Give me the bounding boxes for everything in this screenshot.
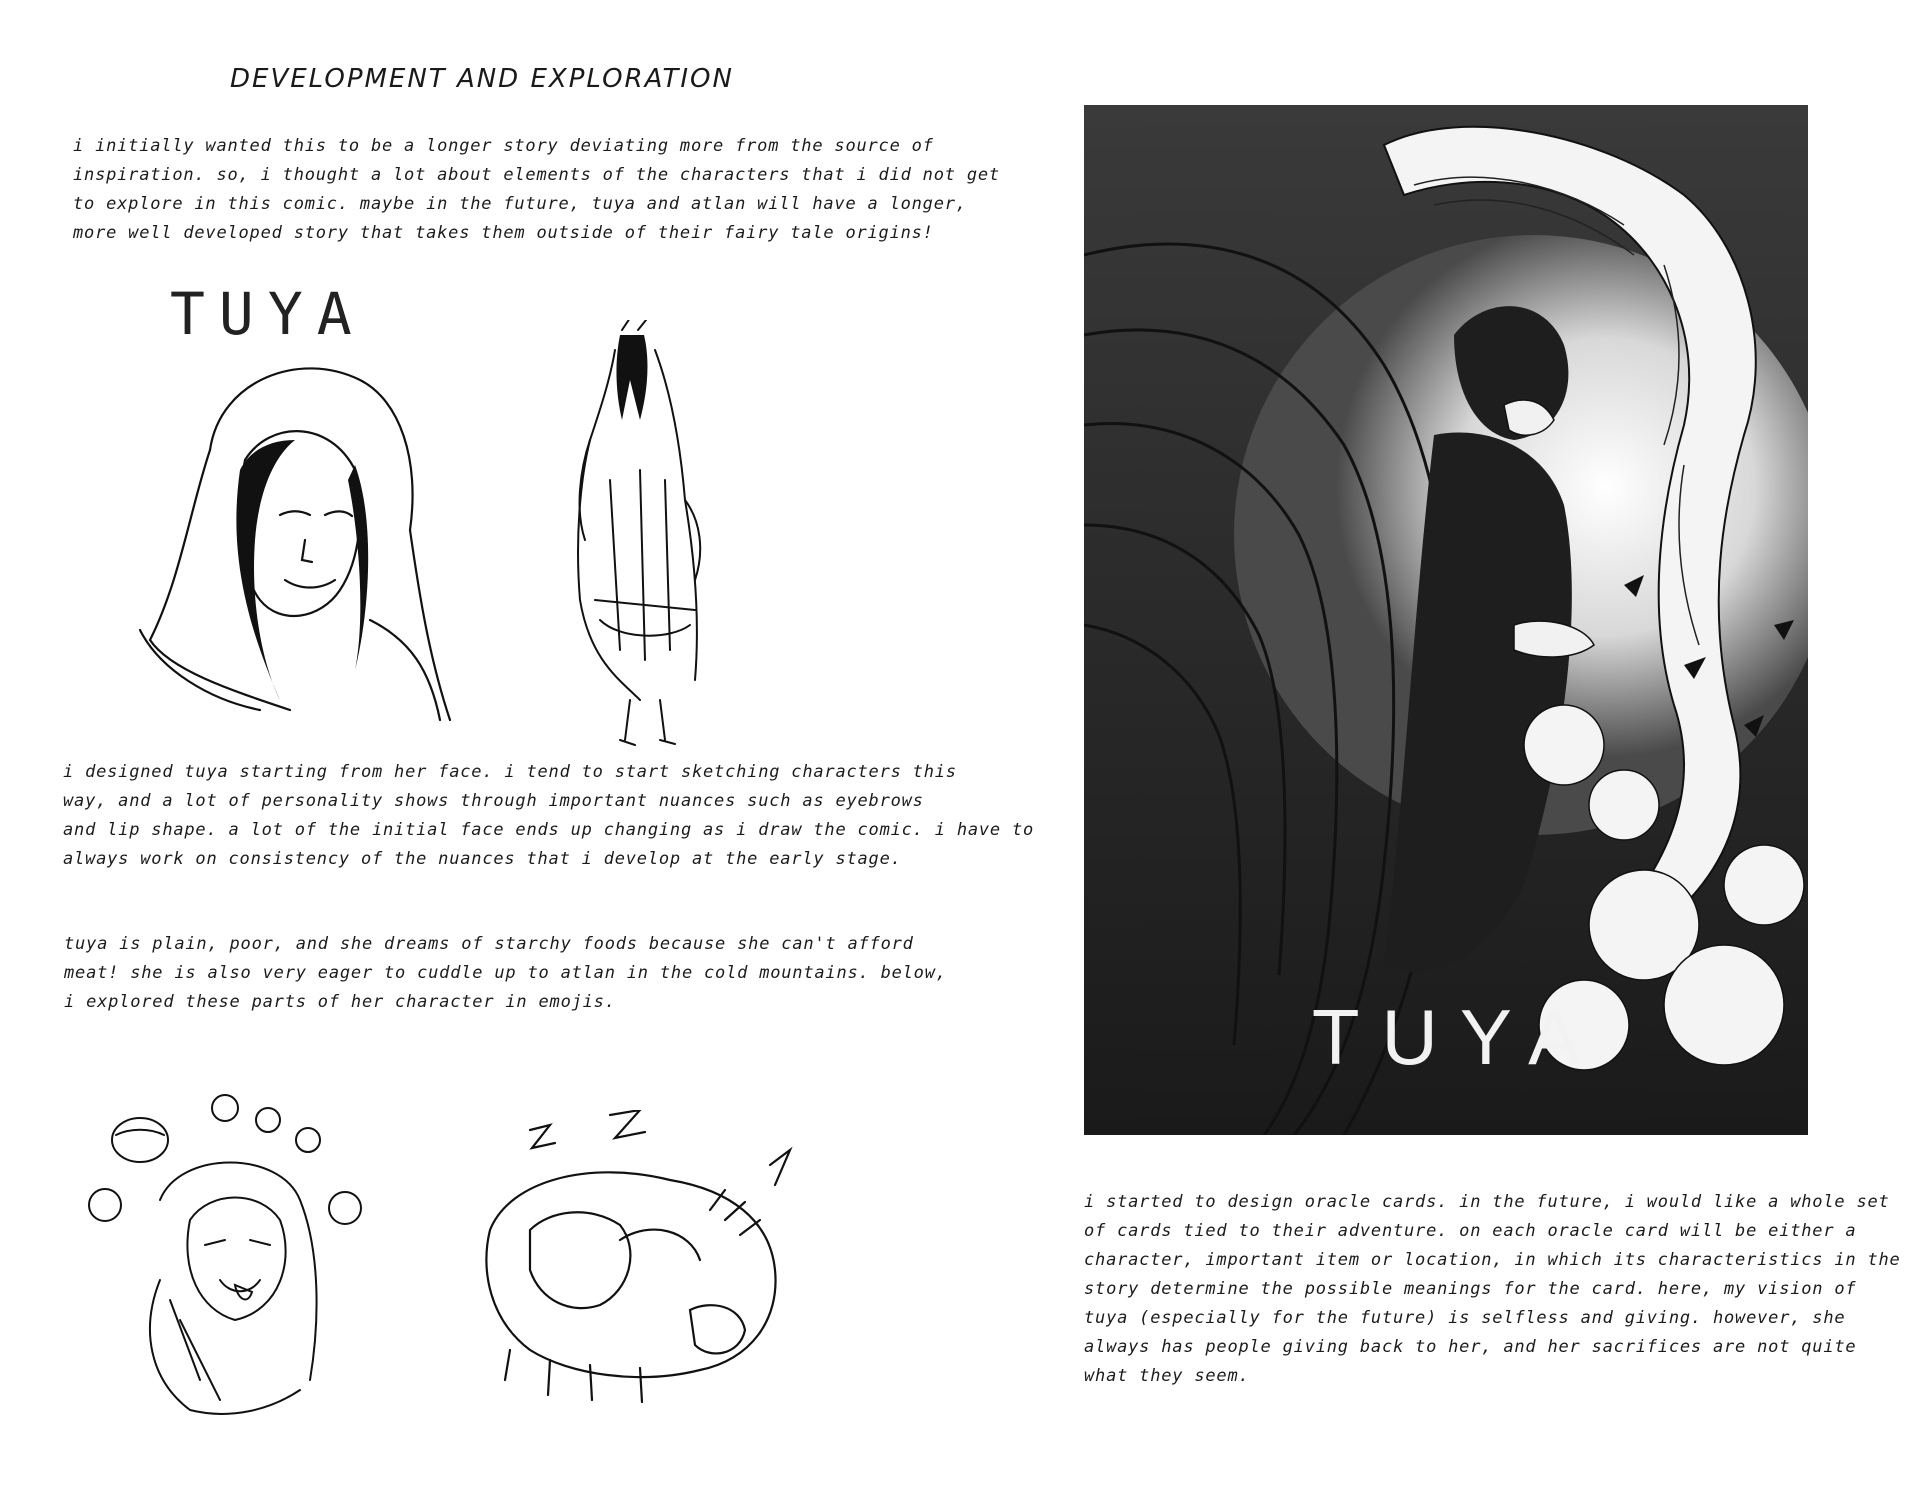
foods-line: tuya is plain, poor, and she dreams of starchy foods because she can't afford bbox=[64, 934, 914, 954]
tuya-food-emoji-sketch bbox=[80, 1080, 380, 1420]
oracle-card-illustration bbox=[1084, 105, 1808, 1135]
face-line: and lip shape. a lot of the initial face ends up changing as i draw the comic. i have to bbox=[63, 820, 1035, 840]
oracle-line: character, important item or location, in which its characteristics in the bbox=[1084, 1250, 1901, 1270]
foods-line: meat! she is also very eager to cuddle up to atlan in the cold mountains. below, bbox=[64, 963, 947, 983]
face-line: way, and a lot of personality shows through important nuances such as eyebrows bbox=[63, 791, 924, 811]
oracle-card-paragraph bbox=[1084, 1188, 1901, 1391]
oracle-card-artwork bbox=[1084, 105, 1808, 1135]
face-line: always work on consistency of the nuances that i develop at the early stage. bbox=[63, 849, 902, 869]
oracle-line: what they seem. bbox=[1084, 1366, 1250, 1386]
card-title: TUYA bbox=[1311, 993, 1603, 1081]
face-line: i designed tuya starting from her face. i tend to start sketching characters this bbox=[63, 762, 957, 782]
intro-line: i initially wanted this to be a longer story deviating more from the source of bbox=[73, 136, 934, 156]
tuya-full-body-sketch bbox=[560, 320, 720, 750]
oracle-line: of cards tied to their adventure. on each oracle card will be either a bbox=[1084, 1221, 1857, 1241]
tuya-face-sketch bbox=[120, 340, 460, 730]
intro-line: more well developed story that takes them outside of their fairy tale origins! bbox=[73, 223, 934, 243]
tuya-sleeping-emoji-sketch bbox=[470, 1110, 800, 1410]
intro-line: to explore in this comic. maybe in the future, tuya and atlan will have a longer, bbox=[73, 194, 967, 214]
oracle-line: story determine the possible meanings for the card. here, my vision of bbox=[1084, 1279, 1857, 1299]
oracle-line: tuya (especially for the future) is selfless and giving. however, she bbox=[1084, 1308, 1846, 1328]
intro-paragraph bbox=[73, 132, 1000, 248]
sketch-label-tuya: TUYA bbox=[170, 280, 366, 348]
foods-line: i explored these parts of her character in emojis. bbox=[64, 992, 616, 1012]
oracle-line: i started to design oracle cards. in the future, i would like a whole set bbox=[1084, 1192, 1890, 1212]
page-heading: DEVELOPMENT AND EXPLORATION bbox=[230, 64, 734, 94]
intro-line: inspiration. so, i thought a lot about elements of the characters that i did not get bbox=[73, 165, 1000, 185]
foods-paragraph bbox=[64, 930, 947, 1017]
oracle-line: always has people giving back to her, and her sacrifices are not quite bbox=[1084, 1337, 1857, 1357]
face-design-paragraph bbox=[63, 758, 1034, 874]
